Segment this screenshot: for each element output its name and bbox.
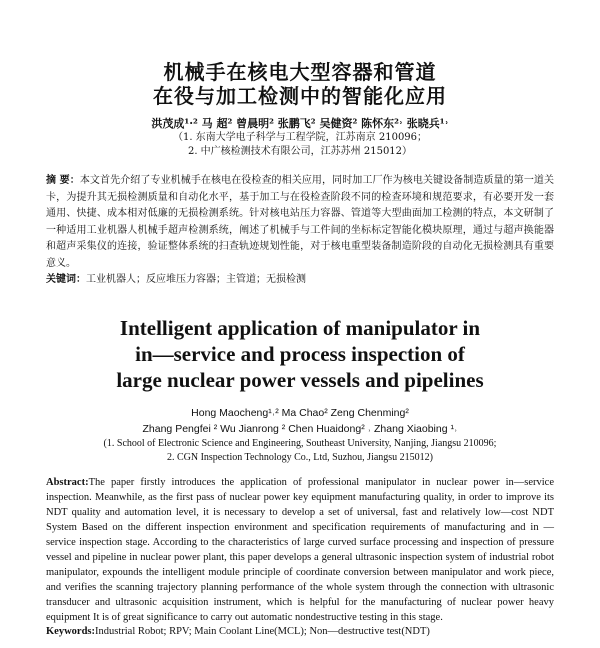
chinese-affiliation-1: （1. 东南大学电子科学与工程学院，江苏南京 210096； xyxy=(172,132,428,143)
chinese-keywords-label: 关键词： xyxy=(46,274,86,285)
english-keywords xyxy=(40,625,560,639)
chinese-abstract xyxy=(40,173,560,272)
paper-page xyxy=(0,60,600,648)
english-title-line-2: in—service and process inspection of xyxy=(135,342,465,366)
english-title xyxy=(40,315,560,393)
chinese-authors: 洪茂成¹·² 马 超² 曾晨明² 张鹏飞² 吴健资² 陈怀东²˒ 张晓兵¹˒ xyxy=(151,117,449,130)
english-affiliation-2: 2. CGN Inspection Technology Co., Ltd, Suzhou, Jiangsu 215012) xyxy=(166,452,434,463)
english-abstract-label: Abstract: xyxy=(46,477,89,488)
english-abstract xyxy=(40,475,560,625)
chinese-title-line-2: 在役与加工检测中的智能化应用 xyxy=(153,84,447,108)
english-abstract-text: The paper firstly introduces the application of professional manipulator in nuclear power in—service inspection. Meanwhile, as the first pass of nuclear power key equipment manufacturing quality, in order to improve its NDT quality and automation level, it is necessary to develop a set of universal, fast and relatively low—cost NDT System Based on the different inspection environment and specification requirements of manufacturing and in — service inspection stage. According to the characteristics of large curved surface processing and inspection of pressure vessel and pipeline in nuclear power plant, this paper develops a general ultrasonic inspection system of industrial robot manipulator, expounds the intelligent module principle of coordinate conversion between manipulator and work piece, and verifies the scanning trajectory planning performance of the whole system through the connection with ultrasonic transducer and ultrasonic acquisition instrument, which is helpful for the manufacturing of nuclear power heavy equipment It is of great significance to carry out automatic nondestructive testing in this stage. xyxy=(46,477,554,623)
english-affiliation-1: (1. School of Electronic Science and Engineering, Southeast University, Nanjing, Jiangsu 210096; xyxy=(103,438,497,449)
english-keywords-label: Keywords: xyxy=(46,626,95,637)
chinese-keywords xyxy=(40,272,560,288)
english-keywords-text: Industrial Robot; RPV; Main Coolant Line(MCL); Non—destructive test(NDT) xyxy=(95,626,430,637)
chinese-keywords-text: 工业机器人；反应堆压力容器；主管道；无损检测 xyxy=(86,274,306,285)
english-authors-line-2: Zhang Pengfei ² Wu Jianrong ² Chen Huaidong² ˒ Zhang Xiaobing ¹˒ xyxy=(142,423,458,435)
english-authors xyxy=(40,405,560,437)
chinese-abstract-text: 本文首先介绍了专业机械手在核电在役检查的相关应用，同时加工厂作为核电关键设备制造质量的第一道关卡，为提升其无损检测质量和自动化水平，基于加工与在役检查阶段不同的检查环境和规范要求，有必要开发一套通用、快捷、成本相对低廉的无损检测系统。针对核电站压力容器、管道等大型曲面加工检测的特点，本文研制了一种适用工业机器人机械手超声检测系统，阐述了机械手与工件间的坐标标定智能化模块原理，通过与超声换能器和超声采集仪的连接，验证整体系统的扫查轨迹规划性能，对于核电重型装备制造阶段的自动化无损检测具有重要意义。 xyxy=(46,175,554,269)
english-title-line-1: Intelligent application of manipulator in xyxy=(119,316,481,340)
english-authors-line-1: Hong Maocheng¹˒² Ma Chao² Zeng Chenming² xyxy=(191,407,409,419)
chinese-abstract-label: 摘 要： xyxy=(46,175,80,186)
chinese-affiliations xyxy=(40,131,560,159)
english-affiliations xyxy=(40,437,560,465)
chinese-title-line-1: 机械手在核电大型容器和管道 xyxy=(163,60,437,84)
english-title-line-3: large nuclear power vessels and pipelines xyxy=(116,368,484,392)
chinese-affiliation-2: 2. 中广核检测技术有限公司，江苏苏州 215012） xyxy=(187,146,413,157)
chinese-title xyxy=(40,60,560,108)
